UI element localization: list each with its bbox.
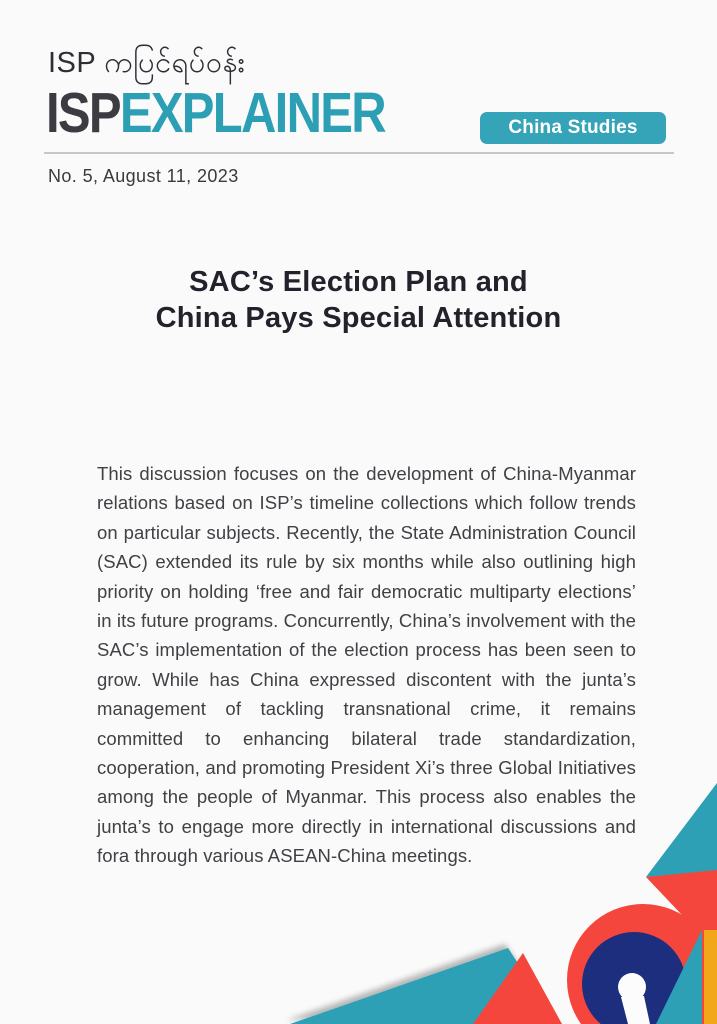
issue-date-line: No. 5, August 11, 2023 (48, 166, 239, 186)
teal-triangle-bottom-shape (290, 948, 558, 1024)
publication-logo (46, 82, 385, 144)
orange-bar-shape (704, 930, 717, 1024)
series-badge-label: China Studies (508, 117, 638, 138)
series-badge (480, 112, 666, 144)
logo-explainer-text: EXPLAINER (119, 81, 385, 145)
red-triangle-right-shape (646, 870, 717, 952)
white-wedge-circle-shape (618, 973, 646, 1001)
red-triangle-bottom-shape (473, 953, 562, 1024)
white-wedge-tail-shape (621, 996, 650, 1024)
navy-circle-shape (582, 932, 686, 1024)
teal-triangle-over-circle-shape (656, 930, 702, 1024)
red-ring-shape (567, 904, 717, 1024)
document-title-line1: SAC’s Election Plan and (189, 266, 528, 298)
logo-isp-text: ISP (46, 81, 120, 145)
logo-burmese-tagline: ISP ကပြင်ရပ်ဝန်း (48, 47, 246, 79)
document-title (0, 264, 717, 336)
teal-triangle-top-right-shape (646, 783, 717, 877)
header-divider (44, 152, 674, 154)
document-title-line2: China Pays Special Attention (155, 302, 562, 334)
abstract-paragraph: This discussion focuses on the development of China-Myanmar relations based on ISP’s timeline collections which follow trends on particular subjects. Recently, the State Administration Council (SAC) extended its rule by six months while also outlining high priority on holding ‘free and fair democratic multiparty elections’ in its future programs. Concurrently, China’s involvement with the SAC’s implementation of the election process has been seen to grow. While has China expressed discontent with the junta’s management of tackling transnational crime, it remains committed to enhancing bilateral trade standardization, cooperation, and promoting President Xi’s three Global Initiatives among the people of Myanmar. This process also enables the junta’s to engage more directly in international discussions and fora through various ASEAN-China meetings. (97, 463, 636, 867)
